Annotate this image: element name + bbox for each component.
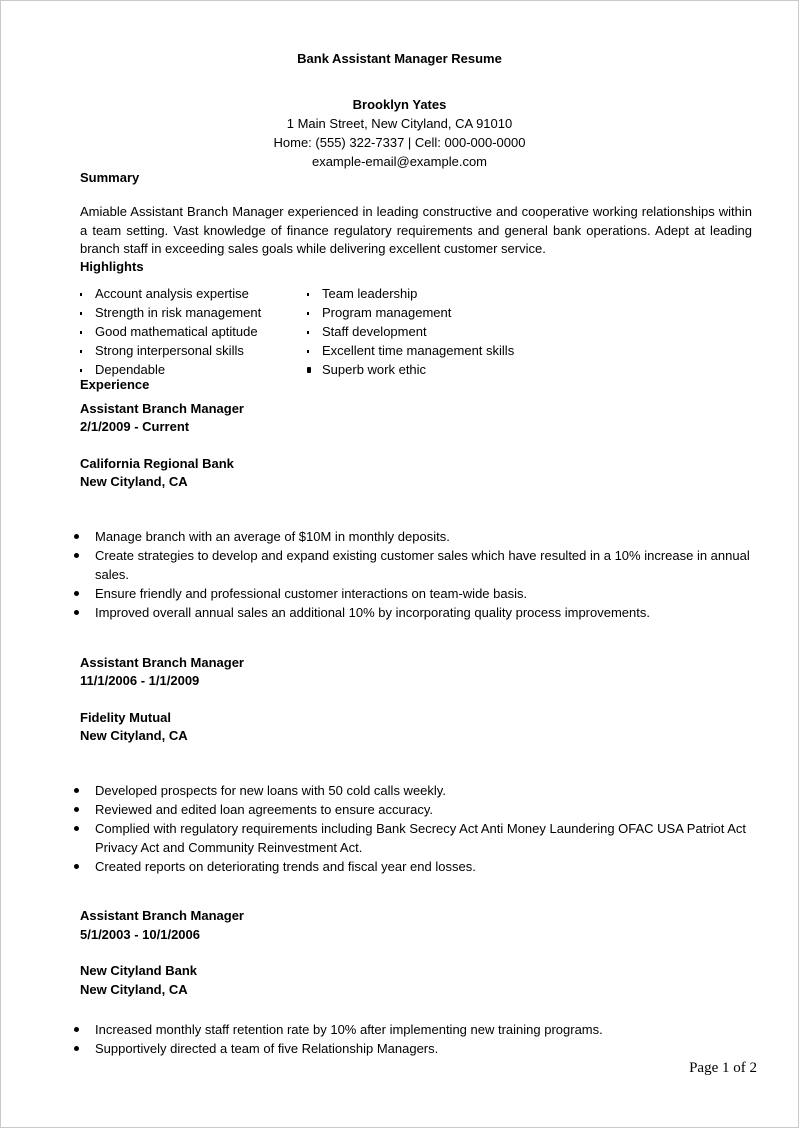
job-location: New Cityland, CA [80,474,188,489]
page-number: Page 1 of 2 [689,1060,757,1076]
highlight-item: Account analysis expertise [80,285,261,304]
list-item: Developed prospects for new loans with 50 cold calls weekly. [74,781,764,800]
list-item: Manage branch with an average of $10M in monthly deposits. [74,527,764,546]
bullet-icon [307,350,309,353]
list-item: Create strategies to develop and expand existing customer sales which have resulted in a 10% increase in annual sales. [74,546,764,584]
highlights-right-list [307,285,514,380]
highlight-item: Program management [307,304,514,323]
job-bullet-list [74,527,764,622]
contact-name: Brooklyn Yates [352,97,447,112]
job-company: California Regional Bank [80,456,234,471]
highlight-item: Team leadership [307,285,514,304]
document-title: Bank Assistant Manager Resume [297,51,502,66]
bullet-icon [74,1046,79,1051]
bullet-icon [80,312,82,315]
bullet-icon [74,864,79,869]
summary-heading: Summary [80,170,140,185]
bullet-icon [74,591,79,596]
highlights-heading: Highlights [80,259,144,274]
bullet-icon [74,1027,79,1032]
highlight-item: Strength in risk management [80,304,261,323]
job-dates: 11/1/2006 - 1/1/2009 [80,673,200,688]
bullet-icon [74,826,79,831]
bullet-icon [307,367,311,373]
bullet-icon [307,293,309,296]
list-item: Created reports on deteriorating trends and fiscal year end losses. [74,857,764,876]
list-item: Supportively directed a team of five Relationship Managers. [74,1039,764,1058]
bullet-icon [307,312,309,315]
job-role: Assistant Branch Manager [80,655,244,670]
bullet-icon [80,293,82,296]
bullet-icon [80,369,82,372]
job-bullet-list [74,1020,764,1058]
job-location: New Cityland, CA [80,982,188,997]
job-role: Assistant Branch Manager [80,401,244,416]
highlight-item: Staff development [307,323,514,342]
contact-email: example-email@example.com [311,154,488,169]
bullet-icon [307,331,309,334]
bullet-icon [80,331,82,334]
job-bullet-list [74,781,764,876]
list-item: Increased monthly staff retention rate by 10% after implementing new training programs. [74,1020,764,1039]
job-company: Fidelity Mutual [80,710,171,725]
highlight-item: Dependable [80,361,261,380]
job-dates: 5/1/2003 - 10/1/2006 [80,927,200,942]
job-role: Assistant Branch Manager [80,908,244,923]
job-company: New Cityland Bank [80,963,198,978]
contact-address: 1 Main Street, New Cityland, CA 91010 [286,116,513,131]
job-location: New Cityland, CA [80,728,188,743]
bullet-icon [74,610,79,615]
contact-phones: Home: (555) 322-7337 | Cell: 000-000-0000 [273,135,526,150]
list-item: Improved overall annual sales an additional 10% by incorporating quality process improvements. [74,603,764,622]
bullet-icon [74,788,79,793]
job-dates: 2/1/2009 - Current [80,419,190,434]
highlight-item: Good mathematical aptitude [80,323,261,342]
highlight-item: Excellent time management skills [307,342,514,361]
bullet-icon [74,534,79,539]
summary-text: Amiable Assistant Branch Manager experienced in leading constructive and cooperative working relationships within a team setting. Vast knowledge of finance regulatory requirements and general bank operations. Adept at leading branch staff in exceeding sales goals while delivering excellent customer service. [80,204,752,257]
bullet-icon [80,350,82,353]
bullet-icon [74,553,79,558]
highlights-left-list [80,285,261,380]
experience-heading: Experience [80,377,150,392]
highlight-item: Superb work ethic [307,361,514,380]
list-item: Ensure friendly and professional customer interactions on team-wide basis. [74,584,764,603]
list-item: Reviewed and edited loan agreements to ensure accuracy. [74,800,764,819]
list-item: Complied with regulatory requirements including Bank Secrecy Act Anti Money Laundering OFAC USA Patriot Act Privacy Act and Community Reinvestment Act. [74,819,764,857]
bullet-icon [74,807,79,812]
highlight-item: Strong interpersonal skills [80,342,261,361]
